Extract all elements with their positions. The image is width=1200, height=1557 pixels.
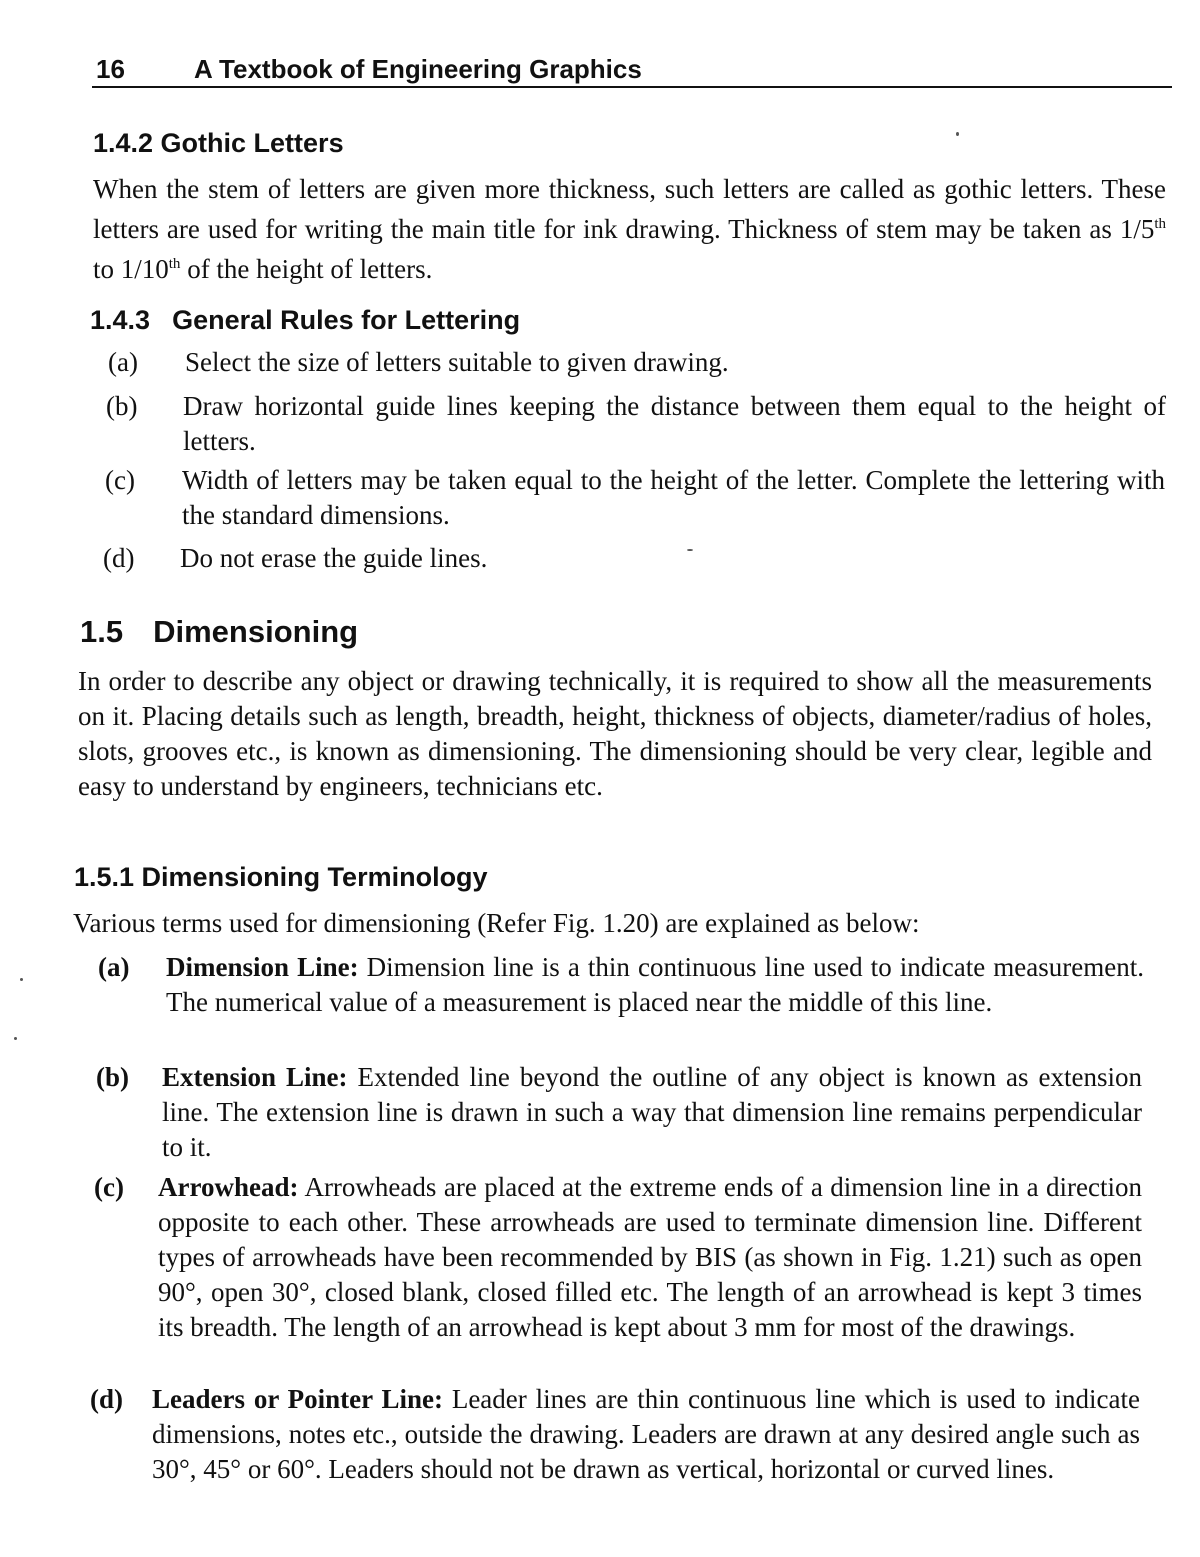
list-item [94, 1170, 1142, 1380]
list-text [152, 1382, 1140, 1487]
term-definition: Arrowheads are placed at the extreme ends of a dimension line in a direction opposite to each other. These arrowheads are used to terminate dimension line. Different types of arrowheads have been recommended by BIS (as shown in Fig. 1.21) such as open 90°, open 30°, closed blank, closed filled etc. The length of an arrowhead is kept 3 times its breadth. The length of an arrowhead is kept about 3 mm for most of the drawings. [158, 1172, 1142, 1342]
list-item [105, 463, 1165, 535]
list-item [90, 1382, 1140, 1524]
list-text [166, 950, 1144, 1020]
term-definition: Dimension line is a thin continuous line used to indicate measurement. The numerical value of a measurement is placed near the middle of this line. [166, 952, 1144, 1017]
book-title: A Textbook of Engineering Graphics [194, 54, 642, 84]
list-item [108, 345, 1168, 381]
list-item [96, 1060, 1142, 1166]
section-number: 1.4.3 [90, 305, 151, 335]
term-definition: Leader lines are thin continuous line which is used to indicate dimensions, notes etc., outside the drawing. Leaders are drawn at any desired angle such as 30°, 45° or 60°. Leaders should not be drawn as vertical, horizontal or curved lines. [152, 1384, 1140, 1484]
term-name: Extension Line: [162, 1062, 348, 1092]
list-label: (b) [96, 1062, 129, 1092]
heading-gothic-letters: 1.4.2 Gothic Letters [93, 128, 344, 158]
list-text [158, 1170, 1142, 1345]
terminology-intro: Various terms used for dimensioning (Refer Fig. 1.20) are explained as below: [73, 908, 920, 938]
section-title: Dimensioning [153, 614, 359, 649]
heading-dimensioning [80, 614, 358, 650]
list-item [106, 389, 1166, 461]
dimensioning-paragraph: In order to describe any object or drawing technically, it is required to show all the measurements on it. Placing details such as length, breadth, height, thickness of objects, diameter/radius of holes, slots, grooves etc., is known as dimensioning. The dimensioning should be very clear, legible and easy to understand by engineers, technicians etc. [78, 666, 1152, 801]
gothic-text-2: to 1/10 [93, 254, 169, 284]
scan-speck [20, 978, 23, 981]
list-item [103, 541, 1163, 577]
term-name: Arrowhead: [158, 1172, 299, 1202]
gothic-text-1: When the stem of letters are given more thickness, such letters are called as gothic letters. These letters are used for writing the main title for ink drawing. Thickness of stem may be taken as 1/5 [93, 174, 1166, 244]
heading-general-rules [90, 305, 520, 336]
list-text: Draw horizontal guide lines keeping the distance between them equal to the height of letters. [183, 391, 1166, 456]
section-number: 1.5 [80, 614, 124, 649]
gothic-sup-2: th [168, 256, 181, 272]
term-definition: Extended line beyond the outline of any object is known as extension line. The extension line is drawn in such a way that dimension line remains perpendicular to it. [162, 1062, 1142, 1162]
list-text: Width of letters may be taken equal to the height of the letter. Complete the lettering with the standard dimensions. [182, 465, 1165, 530]
list-label: (a) [108, 347, 138, 377]
term-name: Leaders or Pointer Line: [152, 1384, 443, 1414]
list-label: (c) [94, 1172, 124, 1202]
scan-speck [956, 132, 959, 136]
term-name: Dimension Line: [166, 952, 359, 982]
list-text: Do not erase the guide lines. [180, 543, 488, 573]
scan-speck [687, 549, 693, 551]
list-text [162, 1060, 1142, 1165]
list-item [98, 950, 1144, 1056]
heading-dimensioning-terminology: 1.5.1 Dimensioning Terminology [74, 862, 488, 892]
gothic-paragraph [93, 172, 1166, 287]
list-label: (c) [105, 465, 135, 495]
list-label: (d) [90, 1384, 123, 1414]
running-header [92, 50, 1172, 88]
list-label: (a) [98, 952, 130, 982]
gothic-sup-1: th [1154, 216, 1166, 232]
list-label: (b) [106, 391, 138, 421]
section-title: General Rules for Lettering [172, 305, 521, 335]
list-text: Select the size of letters suitable to given drawing. [185, 347, 729, 377]
list-label: (d) [103, 543, 135, 573]
gothic-text-3: of the height of letters. [180, 254, 433, 284]
scan-speck [14, 1037, 17, 1040]
page-number: 16 [96, 54, 125, 84]
